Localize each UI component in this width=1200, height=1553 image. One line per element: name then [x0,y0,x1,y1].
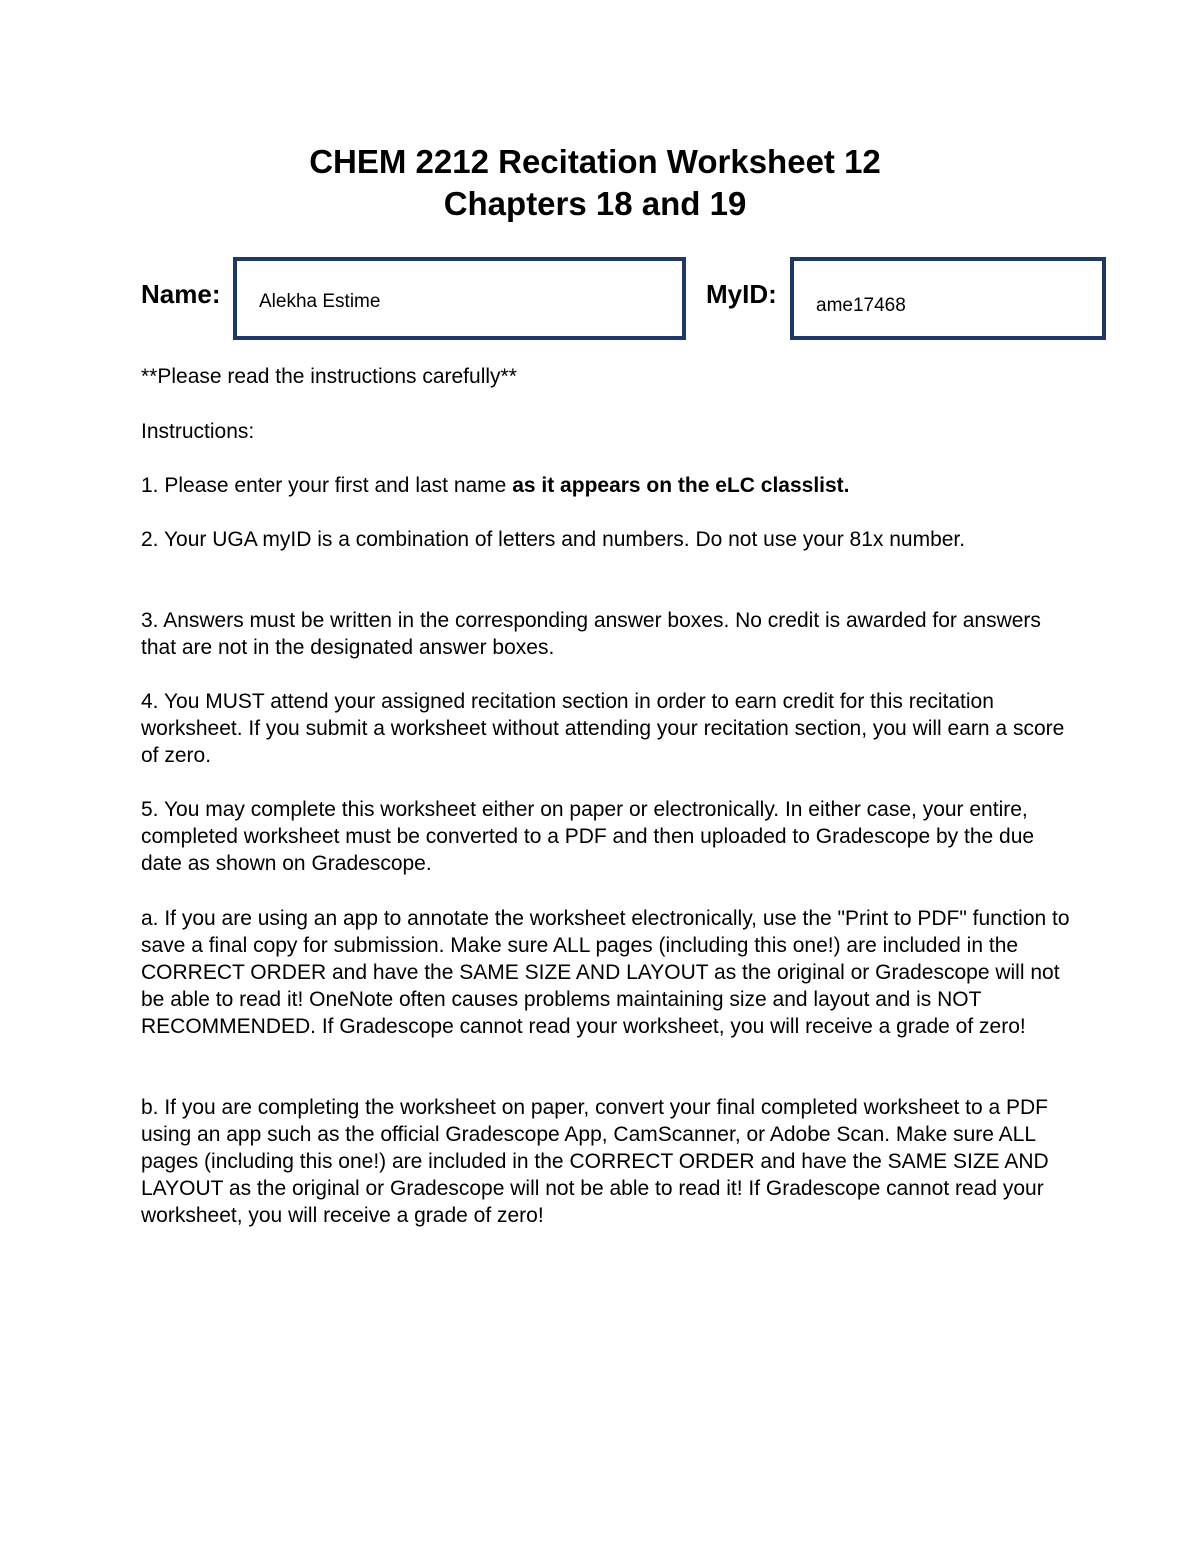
name-label: Name: [141,279,221,309]
instruction-item-5: 5. You may complete this worksheet either on paper or electronically. In either case, your entire, completed worksheet must be converted to a PDF and then uploaded to Gradescope by the due date as shown on Gradescope. [141,798,1035,875]
instruction-item-b: b. If you are completing the worksheet on paper, convert your final completed worksheet to a PDF using an app such as the official Gradescope App, CamScanner, or Adobe Scan. Make sure ALL pages (including this one!) are included in the CORRECT ORDER and have the SAME SIZE AND LAYOUT as the original or Gradescope will not be able to read it! If Gradescope cannot read your worksheet, you will receive a grade of zero! [141,1096,1049,1227]
name-value: Alekha Estime [259,291,381,312]
instruction-item-4: 4. You MUST attend your assigned recitation section in order to earn credit for this recitation worksheet. If you submit a worksheet without attending your recitation section, you will earn a score of zero. [141,690,1065,767]
myid-label: MyID: [706,279,777,309]
instruction-item-1-emphasis: as it appears on the eLC classlist. [512,474,850,497]
instruction-item-a: a. If you are using an app to annotate the worksheet electronically, use the "Print to PDF" function to save a final copy for submission. Make sure ALL pages (including this one!) are included in the CORRECT ORDER and have the SAME SIZE AND LAYOUT as the original or Gradescope will not be able to read it! OneNote often causes problems maintaining size and layout and is NOT RECOMMENDED. If Gradescope cannot read your worksheet, you will receive a grade of zero! [141,907,1070,1038]
instruction-item-1-text: 1. Please enter your first and last name [141,474,513,497]
instruction-item-3: 3. Answers must be written in the corresponding answer boxes. No credit is awarded for answers that are not in the designated answer boxes. [141,609,1041,659]
name-field[interactable] [233,257,686,340]
myid-value: ame17468 [816,295,906,316]
worksheet-title: CHEM 2212 Recitation Worksheet 12 [309,143,881,180]
instruction-item-1 [141,472,1076,499]
instruction-item-2: 2. Your UGA myID is a combination of letters and numbers. Do not use your 81x number. [141,528,966,551]
myid-field[interactable] [790,257,1106,340]
instructions-heading: Instructions: [141,420,255,443]
read-carefully-note: **Please read the instructions carefully** [141,365,517,388]
worksheet-subtitle: Chapters 18 and 19 [443,185,747,222]
